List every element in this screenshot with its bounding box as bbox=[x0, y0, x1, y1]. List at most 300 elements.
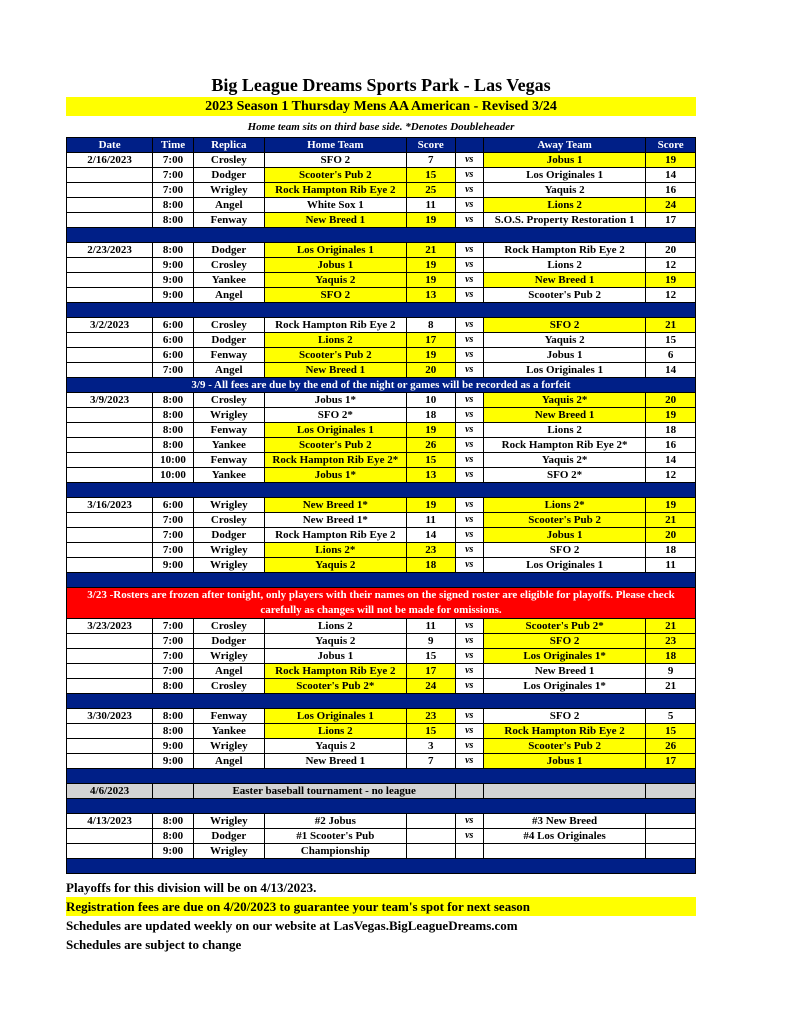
away-team: Los Originales 1 bbox=[483, 168, 645, 183]
blank-cell bbox=[455, 784, 483, 799]
row-date: 4/6/2023 bbox=[67, 784, 153, 799]
game-date bbox=[67, 724, 153, 739]
game-time: 9:00 bbox=[153, 288, 194, 303]
home-team: Championship bbox=[264, 844, 406, 859]
away-team: Yaquis 2 bbox=[483, 183, 645, 198]
game-date bbox=[67, 844, 153, 859]
schedule-body bbox=[67, 153, 696, 874]
home-score: 15 bbox=[406, 649, 455, 664]
away-score: 20 bbox=[646, 393, 696, 408]
vs-label: vs bbox=[455, 754, 483, 769]
game-replica-field: Crosley bbox=[193, 393, 264, 408]
away-score: 24 bbox=[646, 198, 696, 213]
home-score: 11 bbox=[406, 619, 455, 634]
vs-label: vs bbox=[455, 739, 483, 754]
game-row bbox=[67, 438, 696, 453]
game-time: 8:00 bbox=[153, 393, 194, 408]
game-replica-field: Yankee bbox=[193, 468, 264, 483]
away-team: Scooter's Pub 2 bbox=[483, 288, 645, 303]
vs-label: vs bbox=[455, 558, 483, 573]
home-score: 20 bbox=[406, 363, 455, 378]
game-time: 8:00 bbox=[153, 829, 194, 844]
game-row bbox=[67, 619, 696, 634]
home-score bbox=[406, 844, 455, 859]
separator-cell bbox=[67, 859, 696, 874]
home-score: 19 bbox=[406, 423, 455, 438]
home-score: 11 bbox=[406, 198, 455, 213]
game-replica-field: Angel bbox=[193, 754, 264, 769]
home-team: Lions 2 bbox=[264, 619, 406, 634]
game-time: 7:00 bbox=[153, 168, 194, 183]
vs-label: vs bbox=[455, 288, 483, 303]
game-time: 7:00 bbox=[153, 153, 194, 168]
separator-cell bbox=[67, 799, 696, 814]
game-date bbox=[67, 528, 153, 543]
home-team: Rock Hampton Rib Eye 2* bbox=[264, 453, 406, 468]
away-score: 18 bbox=[646, 423, 696, 438]
away-team: Rock Hampton Rib Eye 2* bbox=[483, 438, 645, 453]
game-time: 6:00 bbox=[153, 348, 194, 363]
week-separator bbox=[67, 859, 696, 874]
away-score: 23 bbox=[646, 634, 696, 649]
home-score: 26 bbox=[406, 438, 455, 453]
game-date bbox=[67, 664, 153, 679]
vs-label: vs bbox=[455, 258, 483, 273]
game-replica-field: Wrigley bbox=[193, 498, 264, 513]
home-score: 19 bbox=[406, 348, 455, 363]
home-team: Jobus 1 bbox=[264, 258, 406, 273]
away-score: 21 bbox=[646, 679, 696, 694]
vs-label: vs bbox=[455, 619, 483, 634]
home-team: Lions 2 bbox=[264, 724, 406, 739]
game-date bbox=[67, 348, 153, 363]
game-row bbox=[67, 198, 696, 213]
vs-label: vs bbox=[455, 724, 483, 739]
blank-cell bbox=[153, 784, 194, 799]
away-team: #4 Los Originales bbox=[483, 829, 645, 844]
game-row bbox=[67, 258, 696, 273]
vs-label: vs bbox=[455, 634, 483, 649]
away-score bbox=[646, 844, 696, 859]
roster-alert-row bbox=[67, 588, 696, 619]
away-score: 12 bbox=[646, 468, 696, 483]
game-row bbox=[67, 168, 696, 183]
away-score: 19 bbox=[646, 408, 696, 423]
home-score: 19 bbox=[406, 258, 455, 273]
home-score: 19 bbox=[406, 273, 455, 288]
vs-label: vs bbox=[455, 829, 483, 844]
game-time: 10:00 bbox=[153, 468, 194, 483]
home-score: 15 bbox=[406, 724, 455, 739]
game-row bbox=[67, 498, 696, 513]
game-time: 8:00 bbox=[153, 709, 194, 724]
home-team: Los Originales 1 bbox=[264, 423, 406, 438]
home-team: New Breed 1* bbox=[264, 498, 406, 513]
game-row bbox=[67, 709, 696, 724]
game-date bbox=[67, 468, 153, 483]
game-time: 10:00 bbox=[153, 453, 194, 468]
game-time: 8:00 bbox=[153, 243, 194, 258]
away-score: 5 bbox=[646, 709, 696, 724]
home-team: SFO 2* bbox=[264, 408, 406, 423]
game-replica-field: Angel bbox=[193, 288, 264, 303]
away-team: Yaquis 2* bbox=[483, 393, 645, 408]
game-time: 6:00 bbox=[153, 333, 194, 348]
game-replica-field: Crosley bbox=[193, 318, 264, 333]
separator-cell bbox=[67, 769, 696, 784]
home-team: #2 Jobus bbox=[264, 814, 406, 829]
home-score: 17 bbox=[406, 664, 455, 679]
home-score: 19 bbox=[406, 213, 455, 228]
week-separator bbox=[67, 483, 696, 498]
game-time: 8:00 bbox=[153, 423, 194, 438]
home-score: 18 bbox=[406, 408, 455, 423]
home-score: 15 bbox=[406, 168, 455, 183]
away-score: 21 bbox=[646, 513, 696, 528]
away-team: Jobus 1 bbox=[483, 153, 645, 168]
game-date bbox=[67, 679, 153, 694]
blank-cell bbox=[646, 784, 696, 799]
game-replica-field: Dodger bbox=[193, 168, 264, 183]
col-away-team: Away Team bbox=[483, 138, 645, 153]
home-team: New Breed 1* bbox=[264, 513, 406, 528]
game-row bbox=[67, 363, 696, 378]
away-team: Lions 2 bbox=[483, 423, 645, 438]
schedule-table bbox=[66, 137, 696, 874]
away-team: New Breed 1 bbox=[483, 408, 645, 423]
vs-label: vs bbox=[455, 363, 483, 378]
home-team: Scooter's Pub 2 bbox=[264, 438, 406, 453]
game-date bbox=[67, 288, 153, 303]
away-score: 19 bbox=[646, 153, 696, 168]
game-row bbox=[67, 348, 696, 363]
vs-label: vs bbox=[455, 348, 483, 363]
game-date: 2/23/2023 bbox=[67, 243, 153, 258]
blank-cell bbox=[483, 784, 645, 799]
home-team: Jobus 1* bbox=[264, 468, 406, 483]
home-score: 13 bbox=[406, 468, 455, 483]
vs-label: vs bbox=[455, 393, 483, 408]
fees-notice-row bbox=[67, 378, 696, 393]
game-replica-field: Fenway bbox=[193, 213, 264, 228]
away-team: Los Originales 1 bbox=[483, 363, 645, 378]
vs-label bbox=[455, 844, 483, 859]
away-score: 15 bbox=[646, 724, 696, 739]
home-score: 19 bbox=[406, 498, 455, 513]
away-team: SFO 2 bbox=[483, 318, 645, 333]
vs-label: vs bbox=[455, 213, 483, 228]
game-replica-field: Crosley bbox=[193, 619, 264, 634]
game-time: 8:00 bbox=[153, 724, 194, 739]
game-replica-field: Wrigley bbox=[193, 558, 264, 573]
vs-label: vs bbox=[455, 243, 483, 258]
game-row bbox=[67, 649, 696, 664]
game-row bbox=[67, 739, 696, 754]
away-score: 17 bbox=[646, 754, 696, 769]
home-score: 3 bbox=[406, 739, 455, 754]
home-team: New Breed 1 bbox=[264, 754, 406, 769]
vs-label: vs bbox=[455, 408, 483, 423]
game-time: 7:00 bbox=[153, 183, 194, 198]
away-team: Los Originales 1* bbox=[483, 649, 645, 664]
week-separator bbox=[67, 303, 696, 318]
away-score: 18 bbox=[646, 649, 696, 664]
away-team: Scooter's Pub 2* bbox=[483, 619, 645, 634]
game-row bbox=[67, 288, 696, 303]
game-time: 8:00 bbox=[153, 438, 194, 453]
away-score: 19 bbox=[646, 273, 696, 288]
game-row bbox=[67, 243, 696, 258]
away-team: Jobus 1 bbox=[483, 348, 645, 363]
game-row bbox=[67, 543, 696, 558]
game-replica-field: Crosley bbox=[193, 153, 264, 168]
away-score: 26 bbox=[646, 739, 696, 754]
game-row bbox=[67, 423, 696, 438]
game-replica-field: Yankee bbox=[193, 724, 264, 739]
home-team: New Breed 1 bbox=[264, 213, 406, 228]
home-score: 8 bbox=[406, 318, 455, 333]
away-score bbox=[646, 814, 696, 829]
home-score: 7 bbox=[406, 754, 455, 769]
away-score: 21 bbox=[646, 619, 696, 634]
home-score: 10 bbox=[406, 393, 455, 408]
home-team: Scooter's Pub 2 bbox=[264, 348, 406, 363]
away-score: 14 bbox=[646, 168, 696, 183]
away-score: 12 bbox=[646, 258, 696, 273]
away-team: Jobus 1 bbox=[483, 754, 645, 769]
game-date bbox=[67, 649, 153, 664]
week-separator bbox=[67, 769, 696, 784]
home-score: 21 bbox=[406, 243, 455, 258]
away-team: Jobus 1 bbox=[483, 528, 645, 543]
game-replica-field: Wrigley bbox=[193, 739, 264, 754]
home-score: 15 bbox=[406, 453, 455, 468]
vs-label: vs bbox=[455, 168, 483, 183]
game-date bbox=[67, 363, 153, 378]
game-row bbox=[67, 679, 696, 694]
home-score: 23 bbox=[406, 543, 455, 558]
game-replica-field: Fenway bbox=[193, 453, 264, 468]
separator-cell bbox=[67, 303, 696, 318]
game-date bbox=[67, 423, 153, 438]
away-team bbox=[483, 844, 645, 859]
col-time: Time bbox=[153, 138, 194, 153]
game-date bbox=[67, 754, 153, 769]
col-date: Date bbox=[67, 138, 153, 153]
vs-label: vs bbox=[455, 318, 483, 333]
home-score bbox=[406, 829, 455, 844]
game-row bbox=[67, 273, 696, 288]
home-team: New Breed 1 bbox=[264, 363, 406, 378]
game-time: 9:00 bbox=[153, 754, 194, 769]
separator-cell bbox=[67, 694, 696, 709]
away-score: 15 bbox=[646, 333, 696, 348]
game-date: 2/16/2023 bbox=[67, 153, 153, 168]
game-date bbox=[67, 634, 153, 649]
separator-cell bbox=[67, 573, 696, 588]
game-replica-field: Wrigley bbox=[193, 814, 264, 829]
game-date: 4/13/2023 bbox=[67, 814, 153, 829]
game-replica-field: Dodger bbox=[193, 829, 264, 844]
away-team: New Breed 1 bbox=[483, 664, 645, 679]
game-date bbox=[67, 408, 153, 423]
game-date bbox=[67, 438, 153, 453]
game-date bbox=[67, 829, 153, 844]
vs-label: vs bbox=[455, 198, 483, 213]
game-time: 6:00 bbox=[153, 318, 194, 333]
home-team: Yaquis 2 bbox=[264, 634, 406, 649]
vs-label: vs bbox=[455, 453, 483, 468]
col-home-team: Home Team bbox=[264, 138, 406, 153]
roster-alert: 3/23 -Rosters are frozen after tonight, only players with their names on the signed roster are eligible for playoffs. Please check carefully as changes will not be made for omissions. bbox=[67, 588, 696, 619]
page-title: Big League Dreams Sports Park - Las Vegas bbox=[211, 75, 551, 95]
away-team: Los Originales 1* bbox=[483, 679, 645, 694]
away-team: Lions 2 bbox=[483, 198, 645, 213]
home-team: Lions 2 bbox=[264, 333, 406, 348]
vs-label: vs bbox=[455, 273, 483, 288]
away-team: New Breed 1 bbox=[483, 273, 645, 288]
game-date bbox=[67, 543, 153, 558]
away-team: SFO 2* bbox=[483, 468, 645, 483]
vs-label: vs bbox=[455, 528, 483, 543]
vs-label: vs bbox=[455, 153, 483, 168]
game-row bbox=[67, 558, 696, 573]
game-replica-field: Angel bbox=[193, 664, 264, 679]
game-row bbox=[67, 318, 696, 333]
home-score: 11 bbox=[406, 513, 455, 528]
vs-label: vs bbox=[455, 438, 483, 453]
col-away-score: Score bbox=[646, 138, 696, 153]
game-date bbox=[67, 513, 153, 528]
game-date bbox=[67, 558, 153, 573]
away-score: 20 bbox=[646, 528, 696, 543]
game-row bbox=[67, 513, 696, 528]
home-team: Lions 2* bbox=[264, 543, 406, 558]
away-team: Los Originales 1 bbox=[483, 558, 645, 573]
game-replica-field: Fenway bbox=[193, 709, 264, 724]
game-date bbox=[67, 453, 153, 468]
vs-label: vs bbox=[455, 664, 483, 679]
game-date bbox=[67, 213, 153, 228]
game-replica-field: Fenway bbox=[193, 348, 264, 363]
home-score: 14 bbox=[406, 528, 455, 543]
away-score: 21 bbox=[646, 318, 696, 333]
col-vs bbox=[455, 138, 483, 153]
away-score: 19 bbox=[646, 498, 696, 513]
game-row bbox=[67, 333, 696, 348]
week-separator bbox=[67, 799, 696, 814]
away-team: Scooter's Pub 2 bbox=[483, 513, 645, 528]
game-row bbox=[67, 408, 696, 423]
home-team-note: Home team sits on third base side. *Denotes Doubleheader bbox=[247, 121, 515, 133]
game-replica-field: Dodger bbox=[193, 634, 264, 649]
home-team: Rock Hampton Rib Eye 2 bbox=[264, 183, 406, 198]
game-time: 8:00 bbox=[153, 814, 194, 829]
game-time: 7:00 bbox=[153, 664, 194, 679]
home-team: Jobus 1 bbox=[264, 649, 406, 664]
home-team: Rock Hampton Rib Eye 2 bbox=[264, 664, 406, 679]
home-team: Scooter's Pub 2 bbox=[264, 168, 406, 183]
game-replica-field: Wrigley bbox=[193, 183, 264, 198]
away-score: 16 bbox=[646, 183, 696, 198]
game-time: 9:00 bbox=[153, 844, 194, 859]
away-team: SFO 2 bbox=[483, 709, 645, 724]
home-team: SFO 2 bbox=[264, 153, 406, 168]
week-separator bbox=[67, 573, 696, 588]
home-team: Rock Hampton Rib Eye 2 bbox=[264, 528, 406, 543]
table-header-row bbox=[67, 138, 696, 153]
vs-label: vs bbox=[455, 183, 483, 198]
away-score: 17 bbox=[646, 213, 696, 228]
game-replica-field: Wrigley bbox=[193, 844, 264, 859]
game-time: 8:00 bbox=[153, 408, 194, 423]
away-score: 9 bbox=[646, 664, 696, 679]
home-score: 9 bbox=[406, 634, 455, 649]
separator-cell bbox=[67, 483, 696, 498]
website-note: Schedules are updated weekly on our website at LasVegas.BigLeagueDreams.com bbox=[66, 918, 518, 933]
game-time: 7:00 bbox=[153, 649, 194, 664]
game-time: 9:00 bbox=[153, 739, 194, 754]
away-team: Yaquis 2 bbox=[483, 333, 645, 348]
game-time: 8:00 bbox=[153, 198, 194, 213]
game-date: 3/2/2023 bbox=[67, 318, 153, 333]
game-date: 3/23/2023 bbox=[67, 619, 153, 634]
home-team: Rock Hampton Rib Eye 2 bbox=[264, 318, 406, 333]
home-score: 7 bbox=[406, 153, 455, 168]
vs-label: vs bbox=[455, 814, 483, 829]
vs-label: vs bbox=[455, 468, 483, 483]
game-replica-field: Angel bbox=[193, 363, 264, 378]
home-score: 18 bbox=[406, 558, 455, 573]
game-time: 7:00 bbox=[153, 513, 194, 528]
away-score: 12 bbox=[646, 288, 696, 303]
game-time: 9:00 bbox=[153, 273, 194, 288]
away-score bbox=[646, 829, 696, 844]
col-home-score: Score bbox=[406, 138, 455, 153]
game-replica-field: Wrigley bbox=[193, 408, 264, 423]
vs-label: vs bbox=[455, 423, 483, 438]
game-replica-field: Dodger bbox=[193, 528, 264, 543]
game-time: 6:00 bbox=[153, 498, 194, 513]
away-score: 11 bbox=[646, 558, 696, 573]
away-score: 14 bbox=[646, 453, 696, 468]
game-time: 7:00 bbox=[153, 619, 194, 634]
game-row bbox=[67, 814, 696, 829]
game-replica-field: Angel bbox=[193, 198, 264, 213]
game-time: 9:00 bbox=[153, 558, 194, 573]
game-date bbox=[67, 258, 153, 273]
away-team: Rock Hampton Rib Eye 2 bbox=[483, 243, 645, 258]
game-replica-field: Wrigley bbox=[193, 649, 264, 664]
away-team: Lions 2 bbox=[483, 258, 645, 273]
game-time: 7:00 bbox=[153, 634, 194, 649]
game-time: 7:00 bbox=[153, 363, 194, 378]
game-row bbox=[67, 393, 696, 408]
away-team: SFO 2 bbox=[483, 634, 645, 649]
game-replica-field: Crosley bbox=[193, 258, 264, 273]
no-league-row bbox=[67, 784, 696, 799]
game-row bbox=[67, 213, 696, 228]
game-replica-field: Dodger bbox=[193, 333, 264, 348]
game-date bbox=[67, 183, 153, 198]
game-date: 3/16/2023 bbox=[67, 498, 153, 513]
vs-label: vs bbox=[455, 543, 483, 558]
game-replica-field: Yankee bbox=[193, 438, 264, 453]
away-team: Yaquis 2* bbox=[483, 453, 645, 468]
away-team: Lions 2* bbox=[483, 498, 645, 513]
no-league-note: Easter baseball tournament - no league bbox=[193, 784, 455, 799]
home-team: Yaquis 2 bbox=[264, 558, 406, 573]
